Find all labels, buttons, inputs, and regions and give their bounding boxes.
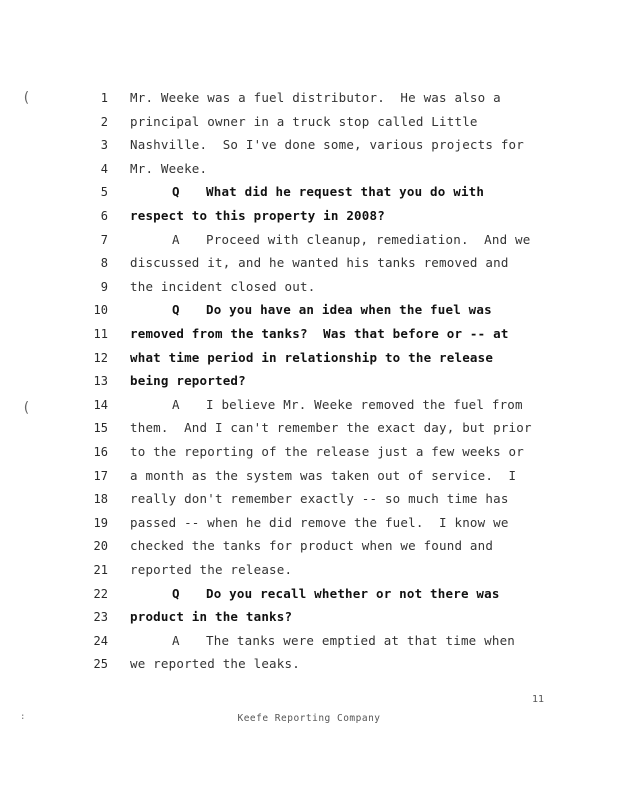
line-text <box>130 251 509 275</box>
speaker-label: A <box>172 632 180 648</box>
line-number: 15 <box>93 421 108 436</box>
line-number: 10 <box>93 303 108 318</box>
line-number: 25 <box>93 657 108 672</box>
testimony-text: we reported the leaks. <box>130 656 300 672</box>
line-text <box>130 322 509 346</box>
transcript-line <box>0 228 618 252</box>
testimony-text: being reported? <box>130 373 246 389</box>
line-text <box>130 157 207 181</box>
transcript-line <box>0 204 618 228</box>
line-number: 20 <box>93 539 108 554</box>
transcript-line <box>0 110 618 134</box>
line-text <box>130 204 385 228</box>
speaker-label: A <box>172 231 180 247</box>
testimony-text: Do you recall whether or not there was <box>206 585 500 601</box>
line-text <box>172 393 523 417</box>
transcript-line <box>0 251 618 275</box>
testimony-text: checked the tanks for product when we found and <box>130 538 494 554</box>
margin-bracket-mark: ( <box>22 90 31 106</box>
margin-tick-mark: : <box>20 712 26 722</box>
speaker-label: Q <box>172 302 180 318</box>
transcript-line <box>0 652 618 676</box>
line-text <box>130 369 246 393</box>
testimony-text: principal owner in a truck stop called Little <box>130 113 478 129</box>
line-text <box>172 582 500 606</box>
line-number: 5 <box>100 185 108 200</box>
line-number: 12 <box>93 350 108 365</box>
testimony-text: What did he request that you do with <box>206 184 485 200</box>
line-text <box>130 605 292 629</box>
line-text <box>172 629 515 653</box>
transcript-line <box>0 133 618 157</box>
line-number: 6 <box>100 209 108 223</box>
transcript-line <box>0 440 618 464</box>
transcript-line <box>0 511 618 535</box>
testimony-text: a month as the system was taken out of service. I <box>130 467 517 483</box>
testimony-text: really don't remember exactly -- so much time has <box>130 491 509 507</box>
line-text <box>130 346 493 370</box>
line-number: 1 <box>100 91 108 105</box>
transcript-line <box>0 275 618 299</box>
transcript-line <box>0 180 618 204</box>
line-text <box>130 110 478 134</box>
line-number: 11 <box>93 327 108 341</box>
testimony-text: Mr. Weeke. <box>130 160 208 176</box>
line-number: 8 <box>100 256 108 271</box>
footer-reporting-company: Keefe Reporting Company <box>237 713 381 724</box>
testimony-text: I believe Mr. Weeke removed the fuel from <box>206 396 523 412</box>
line-text <box>130 464 516 488</box>
testimony-text: passed -- when he did remove the fuel. I know we <box>130 514 509 530</box>
transcript-line <box>0 298 618 322</box>
line-number: 18 <box>93 492 108 507</box>
testimony-text: reported the release. <box>130 562 293 577</box>
testimony-text: Nashville. So I've done some, various projects for <box>130 137 525 153</box>
line-text <box>172 298 492 322</box>
testimony-text: discussed it, and he wanted his tanks removed and <box>130 255 509 271</box>
testimony-text: The tanks were emptied at that time when <box>206 632 516 648</box>
transcript-line <box>0 157 618 181</box>
transcript-line <box>0 86 618 110</box>
speaker-label: A <box>172 396 180 412</box>
line-text <box>130 652 300 676</box>
testimony-text: product in the tanks? <box>130 609 293 625</box>
line-text <box>130 511 509 535</box>
transcript-line <box>0 582 618 606</box>
line-number: 16 <box>93 445 108 459</box>
speaker-label: Q <box>172 585 180 601</box>
transcript-line <box>0 322 618 346</box>
testimony-text: Do you have an idea when the fuel was <box>206 302 492 318</box>
margin-bracket-mark: ( <box>22 400 31 416</box>
line-text <box>130 440 524 464</box>
transcript-line <box>0 629 618 653</box>
line-text <box>172 228 530 252</box>
line-text <box>130 133 524 157</box>
line-number: 24 <box>93 633 108 648</box>
transcript-line <box>0 393 618 417</box>
line-number: 19 <box>93 515 108 530</box>
testimony-text: the incident closed out. <box>130 278 316 294</box>
transcript-line <box>0 346 618 370</box>
line-number: 23 <box>93 610 108 625</box>
line-text <box>172 180 484 204</box>
testimony-text: Proceed with cleanup, remediation. And we <box>206 231 531 247</box>
speaker-label: Q <box>172 184 180 200</box>
line-text <box>130 558 292 582</box>
line-number: 14 <box>93 397 108 412</box>
line-number: 22 <box>93 586 108 601</box>
line-number: 2 <box>100 114 108 129</box>
line-number: 21 <box>93 563 108 577</box>
testimony-text: what time period in relationship to the release <box>130 349 494 365</box>
testimony-text: to the reporting of the release just a few weeks or <box>130 444 525 459</box>
line-text <box>130 487 509 511</box>
line-number: 17 <box>93 468 108 483</box>
line-number: 13 <box>93 374 108 389</box>
line-number: 9 <box>100 279 108 294</box>
testimony-text: Mr. Weeke was a fuel distributor. He was also a <box>130 90 501 105</box>
page-number: 11 <box>532 694 545 705</box>
transcript-line <box>0 416 618 440</box>
transcript-line <box>0 487 618 511</box>
line-text <box>130 416 532 440</box>
line-text <box>130 275 315 299</box>
testimony-text: respect to this property in 2008? <box>130 208 385 223</box>
testimony-text: them. And I can't remember the exact day, but prior <box>130 420 532 436</box>
line-number: 4 <box>100 161 108 176</box>
line-text <box>130 86 501 110</box>
transcript-line <box>0 605 618 629</box>
transcript-line <box>0 558 618 582</box>
testimony-text: removed from the tanks? Was that before or -- at <box>130 326 509 341</box>
line-number: 3 <box>100 138 108 153</box>
transcript-line <box>0 534 618 558</box>
transcript-line <box>0 464 618 488</box>
line-text <box>130 534 493 558</box>
line-number: 7 <box>100 232 108 247</box>
transcript-line <box>0 369 618 393</box>
